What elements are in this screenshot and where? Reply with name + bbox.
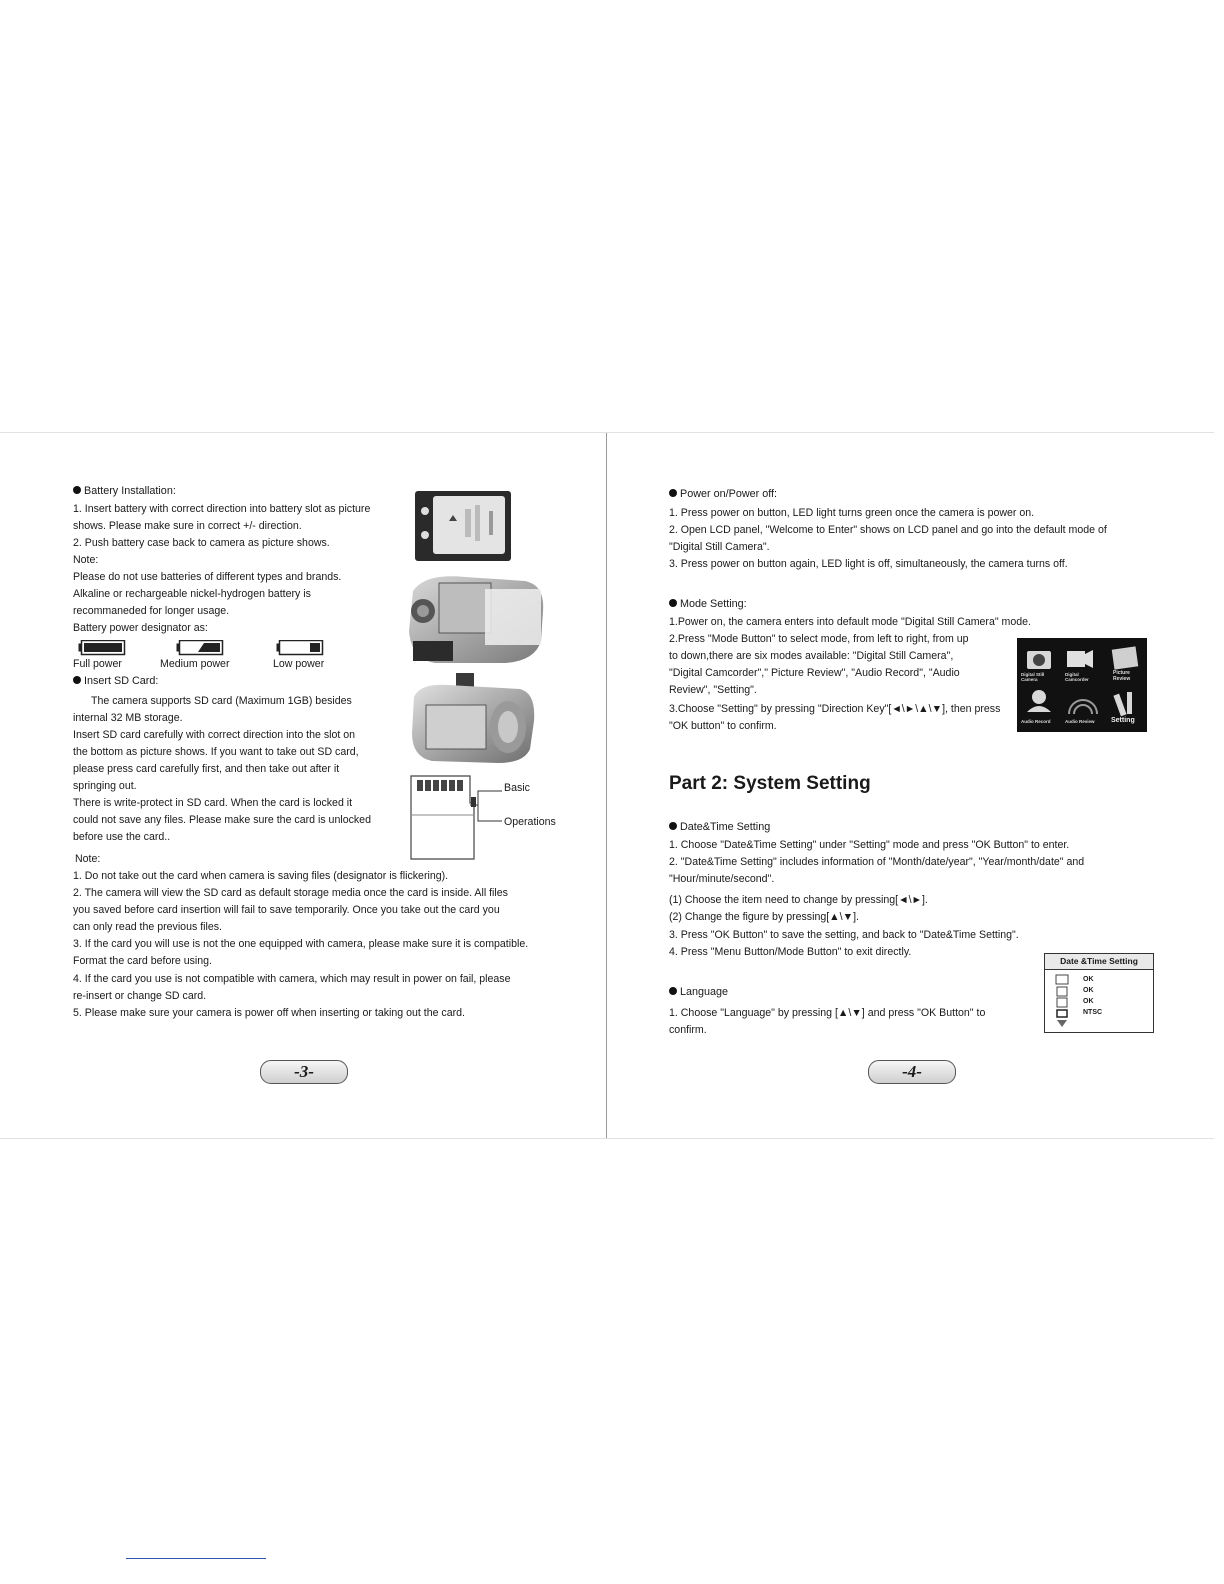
datetime-heading: Date&Time Setting (669, 821, 770, 833)
battery-line: Alkaline or rechargeable nickel-hydrogen battery is (73, 588, 311, 600)
sd-card-callout-lines (468, 785, 508, 825)
datetime-line: "Hour/minute/second". (669, 873, 775, 885)
page-divider (606, 433, 607, 1138)
menu-value: NTSC (1083, 1009, 1103, 1016)
datetime-line: 1. Choose "Date&Time Setting" under "Setting" mode and press "OK Button" to enter. (669, 839, 1070, 851)
menu-value: OK (1083, 987, 1094, 994)
battery-line: recommaneded for longer usage. (73, 605, 230, 617)
datetime-menu-screen (1044, 953, 1154, 1033)
footnote-rule (126, 1558, 266, 1559)
bullet-icon (669, 599, 677, 607)
power-line: 2. Open LCD panel, "Welcome to Enter" shows on LCD panel and go into the default mode of (669, 524, 1107, 536)
sd-line: please press card carefully first, and then take out after it (73, 763, 340, 775)
part-title: Part 2: System Setting (669, 773, 871, 794)
note-line: 3. If the card you will use is not the one equipped with camera, please make sure it is compatible. (73, 938, 529, 950)
bullet-icon (73, 676, 81, 684)
sd-line: There is write-protect in SD card. When the card is locked it (73, 797, 353, 809)
sd-line: before use the card.. (73, 831, 171, 843)
sd-heading: Insert SD Card: (73, 675, 158, 687)
low-power-label: Low power (273, 658, 325, 670)
note-line: you saved before card insertion will fail to save temporarily. Once you take out the card you (73, 904, 500, 916)
manual-spread (0, 432, 1214, 1139)
mode-heading: Mode Setting: (669, 598, 747, 610)
camera-battery-slot-photo (405, 571, 547, 667)
mode-item-audio-record: Audio Record (1021, 719, 1051, 724)
mode-item-setting: Setting (1111, 717, 1135, 724)
battery-line: Please do not use batteries of different types and brands. (73, 571, 342, 583)
menu-value: OK (1083, 998, 1094, 1005)
battery-line: 1. Insert battery with correct direction into battery slot as picture (73, 503, 371, 515)
low-battery-icon (276, 640, 324, 656)
mode-line: 3.Choose "Setting" by pressing "Direction Key"[◄\►\▲\▼], then press (669, 703, 1001, 715)
power-line: 1. Press power on button, LED light turns green once the camera is power on. (669, 507, 1035, 519)
mode-screen (1017, 638, 1147, 732)
power-line: "Digital Still Camera". (669, 541, 770, 553)
menu-value: OK (1083, 976, 1094, 983)
full-power-label: Full power (73, 658, 122, 670)
medium-power-label: Medium power (160, 658, 230, 670)
battery-line: 2. Push battery case back to camera as picture shows. (73, 537, 330, 549)
bullet-icon (669, 987, 677, 995)
note-line: can only read the previous files. (73, 921, 222, 933)
datetime-line: (2) Change the figure by pressing[▲\▼]. (669, 911, 859, 923)
menu-icons (1055, 974, 1071, 1028)
bullet-icon (73, 486, 81, 494)
sd-line: the bottom as picture shows. If you want to take out SD card, (73, 746, 359, 758)
mode-item-audio-review: Audio Review (1065, 719, 1095, 724)
page-number-left: -3- (260, 1060, 348, 1084)
note-heading: Note: (75, 853, 101, 865)
mode-line: "OK button" to confirm. (669, 720, 777, 732)
language-line: confirm. (669, 1024, 707, 1036)
bullet-icon (669, 489, 677, 497)
battery-photo (415, 491, 511, 561)
language-heading: Language (669, 986, 728, 998)
mode-line: 1.Power on, the camera enters into default mode "Digital Still Camera" mode. (669, 616, 1031, 628)
datetime-line: 4. Press "Menu Button/Mode Button" to exit directly. (669, 946, 912, 958)
medium-battery-icon (176, 640, 224, 656)
full-battery-icon (78, 640, 126, 656)
battery-line: shows. Please make sure in correct +/- direction. (73, 520, 302, 532)
camera-sd-slot-photo (408, 673, 538, 765)
note-line: 5. Please make sure your camera is power off when inserting or taking out the card. (73, 1007, 465, 1019)
mode-item-camcorder: Digital Camcorder (1065, 672, 1089, 682)
power-line: 3. Press power on button again, LED light is off, simultaneously, the camera turns off. (669, 558, 1068, 570)
page-number-right: -4- (868, 1060, 956, 1084)
datetime-line: 3. Press "OK Button" to save the setting, and back to "Date&Time Setting". (669, 929, 1019, 941)
mode-item-still: Digital Still Camera (1021, 672, 1045, 682)
datetime-line: (1) Choose the item need to change by pressing[◄\►]. (669, 894, 928, 906)
note-line: 4. If the card you use is not compatible with camera, which may result in power on fail, please (73, 973, 511, 985)
mode-item-picture-review: Picture Review (1113, 670, 1131, 682)
note-line: 2. The camera will view the SD card as default storage media once the card is inside. All files (73, 887, 508, 899)
mode-line: "Digital Camcorder"," Picture Review", "Audio Record", "Audio (669, 667, 960, 679)
bullet-icon (669, 822, 677, 830)
mode-line: to down,there are six modes available: "Digital Still Camera", (669, 650, 954, 662)
battery-heading: Battery Installation: (73, 485, 176, 497)
power-heading: Power on/Power off: (669, 488, 777, 500)
battery-line: Note: (73, 554, 99, 566)
datetime-menu-title: Date &Time Setting (1045, 954, 1153, 970)
mode-line: Review", "Setting". (669, 684, 757, 696)
sd-label-basic: Basic (504, 782, 530, 794)
language-line: 1. Choose "Language" by pressing [▲\▼] and press "OK Button" to (669, 1007, 986, 1019)
sd-line: could not save any files. Please make sure the card is unlocked (73, 814, 371, 826)
datetime-line: 2. "Date&Time Setting" includes information of "Month/date/year", "Year/month/date" and (669, 856, 1085, 868)
battery-line: Battery power designator as: (73, 622, 208, 634)
note-line: Format the card before using. (73, 955, 212, 967)
sd-line: internal 32 MB storage. (73, 712, 183, 724)
note-line: re-insert or change SD card. (73, 990, 207, 1002)
sd-line: springing out. (73, 780, 137, 792)
note-line: 1. Do not take out the card when camera is saving files (designator is flickering). (73, 870, 449, 882)
sd-label-operations: Operations (504, 816, 556, 828)
sd-line: Insert SD card carefully with correct direction into the slot on (73, 729, 356, 741)
sd-line: The camera supports SD card (Maximum 1GB) besides (91, 695, 352, 707)
mode-line: 2.Press "Mode Button" to select mode, from left to right, from up (669, 633, 969, 645)
